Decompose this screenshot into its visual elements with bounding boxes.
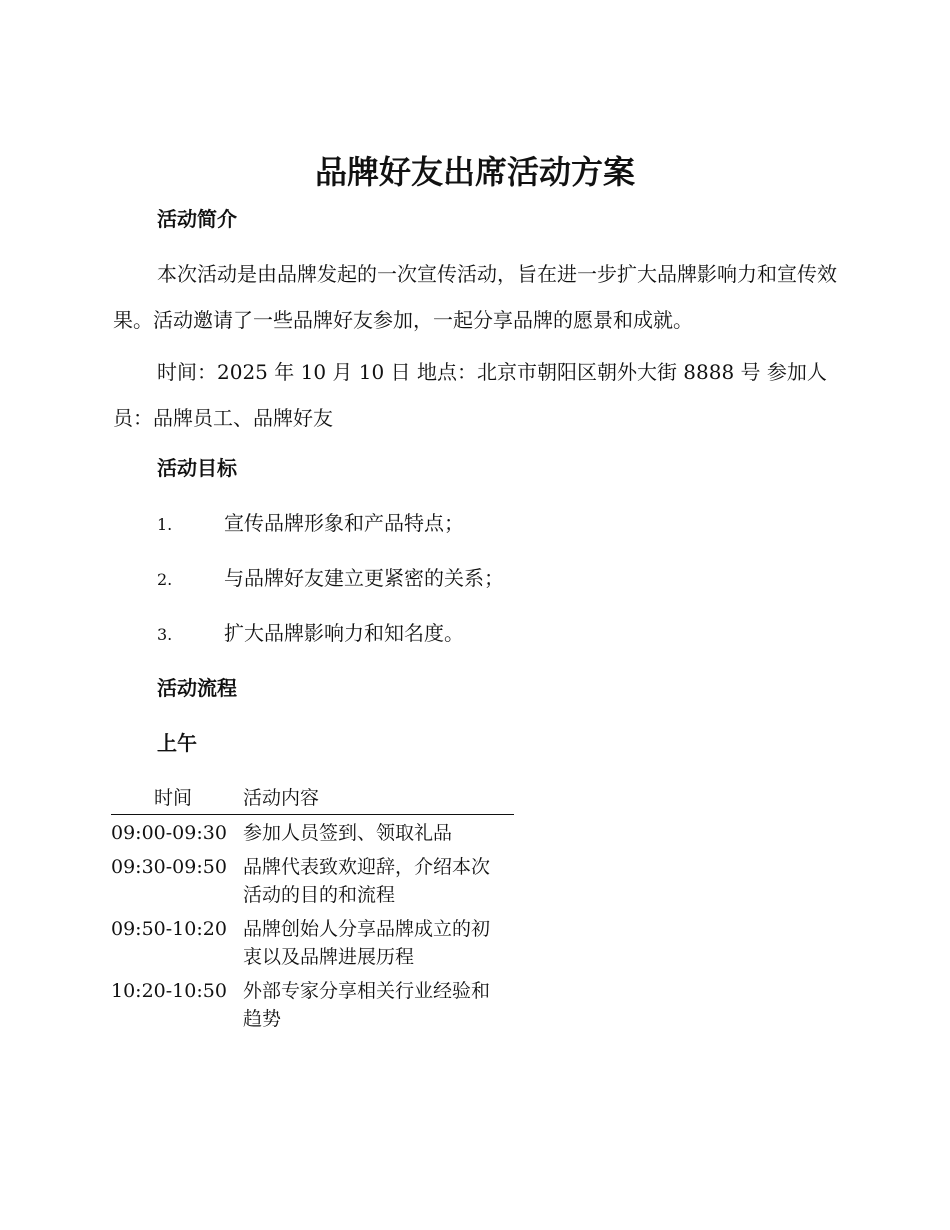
table-row [111, 911, 514, 973]
time-cell: 09:50-10:20 [111, 918, 227, 940]
table-row [111, 973, 514, 1035]
list-number: 3. [157, 625, 173, 644]
time-cell: 10:20-10:50 [111, 980, 227, 1002]
time-cell: 09:00-09:30 [111, 822, 227, 844]
activity-cell: 品牌代表致欢迎辞，介绍本次活动的目的和流程 [242, 856, 490, 906]
schedule-table [111, 784, 514, 1035]
activity-cell: 外部专家分享相关行业经验和趋势 [242, 980, 490, 1030]
goal-list-item [157, 508, 464, 540]
list-number: 2. [157, 570, 173, 589]
list-number: 1. [157, 515, 173, 534]
intro-paragraph: 本次活动是由品牌发起的一次宣传活动，旨在进一步扩大品牌影响力和宣传效果。活动邀请了一些品牌好友参加，一起分享品牌的愿景和成就。 [113, 262, 837, 332]
activity-cell: 参加人员签到、领取礼品 [242, 822, 452, 844]
section-heading-intro: 活动简介 [157, 207, 237, 231]
document-title: 品牌好友出席活动方案 [314, 153, 635, 191]
column-header-time: 时间 [111, 784, 235, 815]
list-text: 与品牌好友建立更紧密的关系； [224, 566, 504, 590]
subheading-morning: 上午 [157, 731, 197, 755]
goal-list-item [157, 618, 464, 650]
goal-list-item [157, 563, 504, 595]
time-cell: 09:30-09:50 [111, 856, 227, 878]
column-header-activity: 活动内容 [235, 784, 514, 815]
section-heading-goals: 活动目标 [157, 456, 237, 480]
section-heading-flow: 活动流程 [157, 676, 237, 700]
list-text: 宣传品牌形象和产品特点； [224, 511, 464, 535]
event-details-paragraph: 时间：2025 年 10 月 10 日 地点：北京市朝阳区朝外大街 8888 号 参加人员：品牌员工、品牌好友 [113, 360, 827, 430]
activity-cell: 品牌创始人分享品牌成立的初衷以及品牌进展历程 [242, 918, 490, 968]
table-row [111, 815, 514, 850]
table-row [111, 849, 514, 911]
list-text: 扩大品牌影响力和知名度。 [224, 621, 464, 645]
table-header-row [111, 784, 514, 815]
